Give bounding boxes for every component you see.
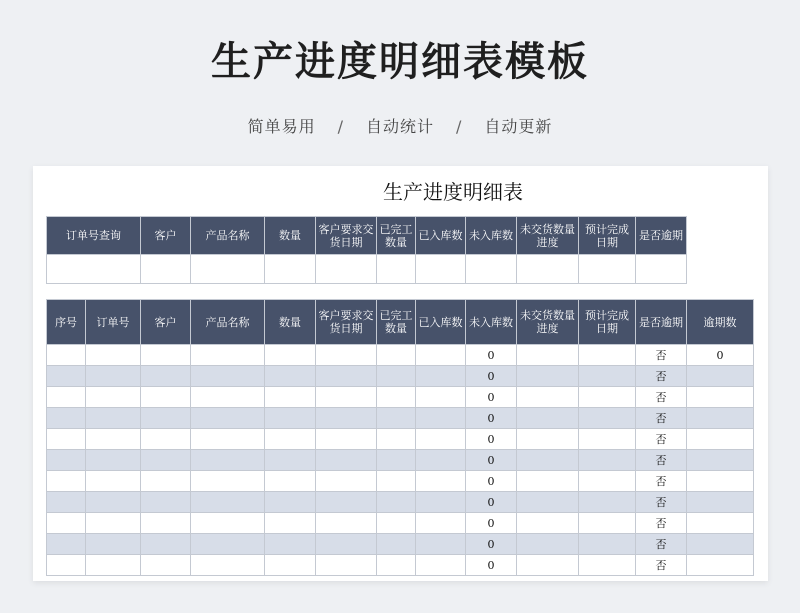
table-cell[interactable] <box>416 513 466 534</box>
query-column-header: 是否逾期 <box>636 217 687 255</box>
table-cell[interactable] <box>86 429 141 450</box>
table-row <box>47 429 754 450</box>
table-cell[interactable] <box>141 366 191 387</box>
table-cell[interactable] <box>687 513 754 534</box>
table-cell[interactable] <box>579 429 636 450</box>
table-row <box>47 471 754 492</box>
table-cell[interactable] <box>191 366 265 387</box>
table-cell[interactable] <box>265 492 316 513</box>
query-column-header: 产品名称 <box>191 217 265 255</box>
table-cell[interactable] <box>687 387 754 408</box>
table-cell[interactable] <box>377 345 416 366</box>
table-cell[interactable] <box>316 492 377 513</box>
table-cell[interactable] <box>517 429 579 450</box>
table-cell[interactable] <box>86 534 141 555</box>
table-cell[interactable] <box>316 534 377 555</box>
table-cell[interactable] <box>86 408 141 429</box>
table-cell[interactable]: 0 <box>466 555 517 576</box>
table-cell[interactable] <box>517 555 579 576</box>
table-cell[interactable] <box>191 408 265 429</box>
table-cell[interactable] <box>687 534 754 555</box>
table-cell[interactable]: 否 <box>636 345 687 366</box>
table-cell[interactable] <box>47 492 86 513</box>
table-row <box>47 366 754 387</box>
table-cell[interactable] <box>316 366 377 387</box>
table-cell[interactable] <box>191 471 265 492</box>
table-cell[interactable]: 否 <box>636 366 687 387</box>
table-cell[interactable]: 0 <box>466 492 517 513</box>
table-cell[interactable] <box>191 345 265 366</box>
table-cell[interactable] <box>416 366 466 387</box>
table-cell[interactable] <box>316 555 377 576</box>
table-cell[interactable] <box>687 429 754 450</box>
query-input-cell[interactable] <box>191 255 265 284</box>
table-cell[interactable] <box>191 555 265 576</box>
column-header: 未入库数 <box>466 300 517 345</box>
feature-item: 自动统计 <box>365 117 434 136</box>
table-cell[interactable] <box>86 471 141 492</box>
feature-item: 自动更新 <box>484 117 553 136</box>
table-cell[interactable] <box>191 429 265 450</box>
table-cell[interactable]: 否 <box>636 450 687 471</box>
query-column-header: 未交货数量进度 <box>517 217 579 255</box>
query-column-header: 已完工数量 <box>377 217 416 255</box>
table-cell[interactable]: 否 <box>636 429 687 450</box>
page-title: 生产进度明细表模板 <box>211 39 589 85</box>
table-cell[interactable] <box>579 555 636 576</box>
column-header: 客户 <box>141 300 191 345</box>
table-cell[interactable] <box>517 450 579 471</box>
order-query-table <box>46 216 687 284</box>
table-cell[interactable] <box>47 345 86 366</box>
table-cell[interactable] <box>316 450 377 471</box>
table-row <box>47 387 754 408</box>
table-cell[interactable] <box>191 534 265 555</box>
table-cell[interactable] <box>517 471 579 492</box>
table-cell[interactable] <box>377 492 416 513</box>
table-cell[interactable] <box>316 387 377 408</box>
table-cell[interactable] <box>377 534 416 555</box>
feature-separator: / <box>456 117 463 136</box>
table-cell[interactable] <box>687 450 754 471</box>
table-cell[interactable] <box>265 555 316 576</box>
column-header: 数量 <box>265 300 316 345</box>
column-header: 已入库数 <box>416 300 466 345</box>
query-input-cell[interactable] <box>466 255 517 284</box>
table-cell[interactable] <box>579 471 636 492</box>
table-cell[interactable] <box>517 345 579 366</box>
table-cell[interactable] <box>47 555 86 576</box>
table-cell[interactable] <box>687 471 754 492</box>
table-cell[interactable] <box>141 450 191 471</box>
table-row <box>47 345 754 366</box>
query-input-cell[interactable] <box>377 255 416 284</box>
column-header: 未交货数量进度 <box>517 300 579 345</box>
query-input-cell[interactable] <box>636 255 687 284</box>
table-cell[interactable] <box>687 366 754 387</box>
table-cell[interactable] <box>265 471 316 492</box>
table-cell[interactable] <box>265 366 316 387</box>
table-cell[interactable]: 0 <box>466 345 517 366</box>
column-header: 是否逾期 <box>636 300 687 345</box>
table-cell[interactable] <box>316 513 377 534</box>
table-cell[interactable] <box>377 555 416 576</box>
table-cell[interactable]: 0 <box>466 513 517 534</box>
table-cell[interactable] <box>265 387 316 408</box>
query-input-cell[interactable] <box>141 255 191 284</box>
table-cell[interactable] <box>86 555 141 576</box>
column-header: 客户要求交货日期 <box>316 300 377 345</box>
query-column-header: 客户要求交货日期 <box>316 217 377 255</box>
column-header: 订单号 <box>86 300 141 345</box>
query-input-cell[interactable] <box>579 255 636 284</box>
table-cell[interactable] <box>579 366 636 387</box>
table-cell[interactable] <box>191 492 265 513</box>
table-cell[interactable] <box>141 513 191 534</box>
table-row <box>47 408 754 429</box>
table-cell[interactable]: 否 <box>636 492 687 513</box>
table-cell[interactable] <box>416 471 466 492</box>
column-header: 已完工数量 <box>377 300 416 345</box>
table-row <box>47 450 754 471</box>
table-cell[interactable]: 0 <box>466 387 517 408</box>
table-cell[interactable]: 0 <box>466 450 517 471</box>
table-cell[interactable] <box>416 492 466 513</box>
table-cell[interactable] <box>416 387 466 408</box>
table-cell[interactable] <box>86 345 141 366</box>
table-cell[interactable] <box>47 429 86 450</box>
table-cell[interactable] <box>265 345 316 366</box>
query-input-cell[interactable] <box>316 255 377 284</box>
table-cell[interactable] <box>265 408 316 429</box>
table-cell[interactable] <box>316 345 377 366</box>
table-cell[interactable] <box>86 387 141 408</box>
table-cell[interactable] <box>579 513 636 534</box>
table-cell[interactable] <box>265 513 316 534</box>
table-cell[interactable] <box>579 387 636 408</box>
table-cell[interactable] <box>47 534 86 555</box>
table-cell[interactable] <box>316 429 377 450</box>
table-cell[interactable] <box>141 408 191 429</box>
table-cell[interactable] <box>517 408 579 429</box>
feature-list <box>0 114 800 137</box>
table-cell[interactable] <box>265 429 316 450</box>
query-column-header: 未入库数 <box>466 217 517 255</box>
table-cell[interactable] <box>517 366 579 387</box>
table-cell[interactable]: 0 <box>466 429 517 450</box>
table-cell[interactable] <box>265 534 316 555</box>
table-cell[interactable] <box>579 408 636 429</box>
table-cell[interactable] <box>377 387 416 408</box>
table-cell[interactable] <box>47 513 86 534</box>
query-column-header: 订单号查询 <box>47 217 141 255</box>
table-cell[interactable]: 否 <box>636 387 687 408</box>
query-column-header: 数量 <box>265 217 316 255</box>
table-cell[interactable]: 否 <box>636 555 687 576</box>
table-cell[interactable] <box>265 450 316 471</box>
table-row <box>47 492 754 513</box>
table-cell[interactable] <box>141 492 191 513</box>
table-row <box>47 555 754 576</box>
column-header: 产品名称 <box>191 300 265 345</box>
table-cell[interactable] <box>377 429 416 450</box>
table-cell[interactable] <box>191 513 265 534</box>
table-cell[interactable] <box>86 513 141 534</box>
table-cell[interactable] <box>377 513 416 534</box>
table-cell[interactable] <box>191 450 265 471</box>
table-cell[interactable] <box>579 345 636 366</box>
table-cell[interactable]: 否 <box>636 471 687 492</box>
table-cell[interactable] <box>141 555 191 576</box>
table-cell[interactable] <box>141 471 191 492</box>
query-column-header: 已入库数 <box>416 217 466 255</box>
table-cell[interactable] <box>416 555 466 576</box>
table-cell[interactable] <box>416 345 466 366</box>
table-cell[interactable]: 否 <box>636 408 687 429</box>
table-cell[interactable] <box>86 366 141 387</box>
table-cell[interactable] <box>579 534 636 555</box>
table-cell[interactable] <box>416 408 466 429</box>
sheet-title: 生产进度明细表 <box>383 180 523 204</box>
table-cell[interactable]: 0 <box>466 534 517 555</box>
table-cell[interactable] <box>141 534 191 555</box>
column-header: 预计完成日期 <box>579 300 636 345</box>
table-cell[interactable] <box>377 471 416 492</box>
table-cell[interactable] <box>86 492 141 513</box>
table-cell[interactable] <box>377 408 416 429</box>
query-column-header: 预计完成日期 <box>579 217 636 255</box>
table-cell[interactable] <box>687 555 754 576</box>
table-cell[interactable] <box>47 366 86 387</box>
spreadsheet-preview <box>33 166 768 581</box>
column-header: 序号 <box>47 300 86 345</box>
table-cell[interactable] <box>687 492 754 513</box>
query-input-cell[interactable] <box>517 255 579 284</box>
table-cell[interactable] <box>416 429 466 450</box>
table-cell[interactable] <box>377 450 416 471</box>
production-progress-table <box>46 299 754 576</box>
table-cell[interactable] <box>316 471 377 492</box>
table-cell[interactable] <box>377 366 416 387</box>
query-column-header: 客户 <box>141 217 191 255</box>
table-cell[interactable] <box>191 387 265 408</box>
table-cell[interactable] <box>416 534 466 555</box>
table-cell[interactable] <box>86 450 141 471</box>
table-cell[interactable] <box>517 534 579 555</box>
table-cell[interactable] <box>141 387 191 408</box>
table-cell[interactable]: 0 <box>466 366 517 387</box>
table-cell[interactable]: 否 <box>636 513 687 534</box>
table-cell[interactable] <box>141 429 191 450</box>
table-cell[interactable]: 否 <box>636 534 687 555</box>
feature-item: 简单易用 <box>247 117 316 136</box>
table-cell[interactable] <box>47 450 86 471</box>
table-cell[interactable] <box>517 513 579 534</box>
feature-separator: / <box>337 117 344 136</box>
table-cell[interactable] <box>47 387 86 408</box>
table-cell[interactable] <box>141 345 191 366</box>
query-input-cell[interactable] <box>265 255 316 284</box>
table-cell[interactable]: 0 <box>687 345 754 366</box>
table-cell[interactable] <box>416 450 466 471</box>
table-row <box>47 534 754 555</box>
table-row <box>47 513 754 534</box>
table-cell[interactable] <box>47 408 86 429</box>
query-input-cell[interactable] <box>416 255 466 284</box>
table-cell[interactable] <box>579 492 636 513</box>
column-header: 逾期数 <box>687 300 754 345</box>
table-cell[interactable] <box>579 450 636 471</box>
table-cell[interactable]: 0 <box>466 471 517 492</box>
table-cell[interactable] <box>687 408 754 429</box>
query-input-cell[interactable] <box>47 255 141 284</box>
table-cell[interactable]: 0 <box>466 408 517 429</box>
table-cell[interactable] <box>517 492 579 513</box>
table-cell[interactable] <box>517 387 579 408</box>
table-cell[interactable] <box>47 471 86 492</box>
table-cell[interactable] <box>316 408 377 429</box>
